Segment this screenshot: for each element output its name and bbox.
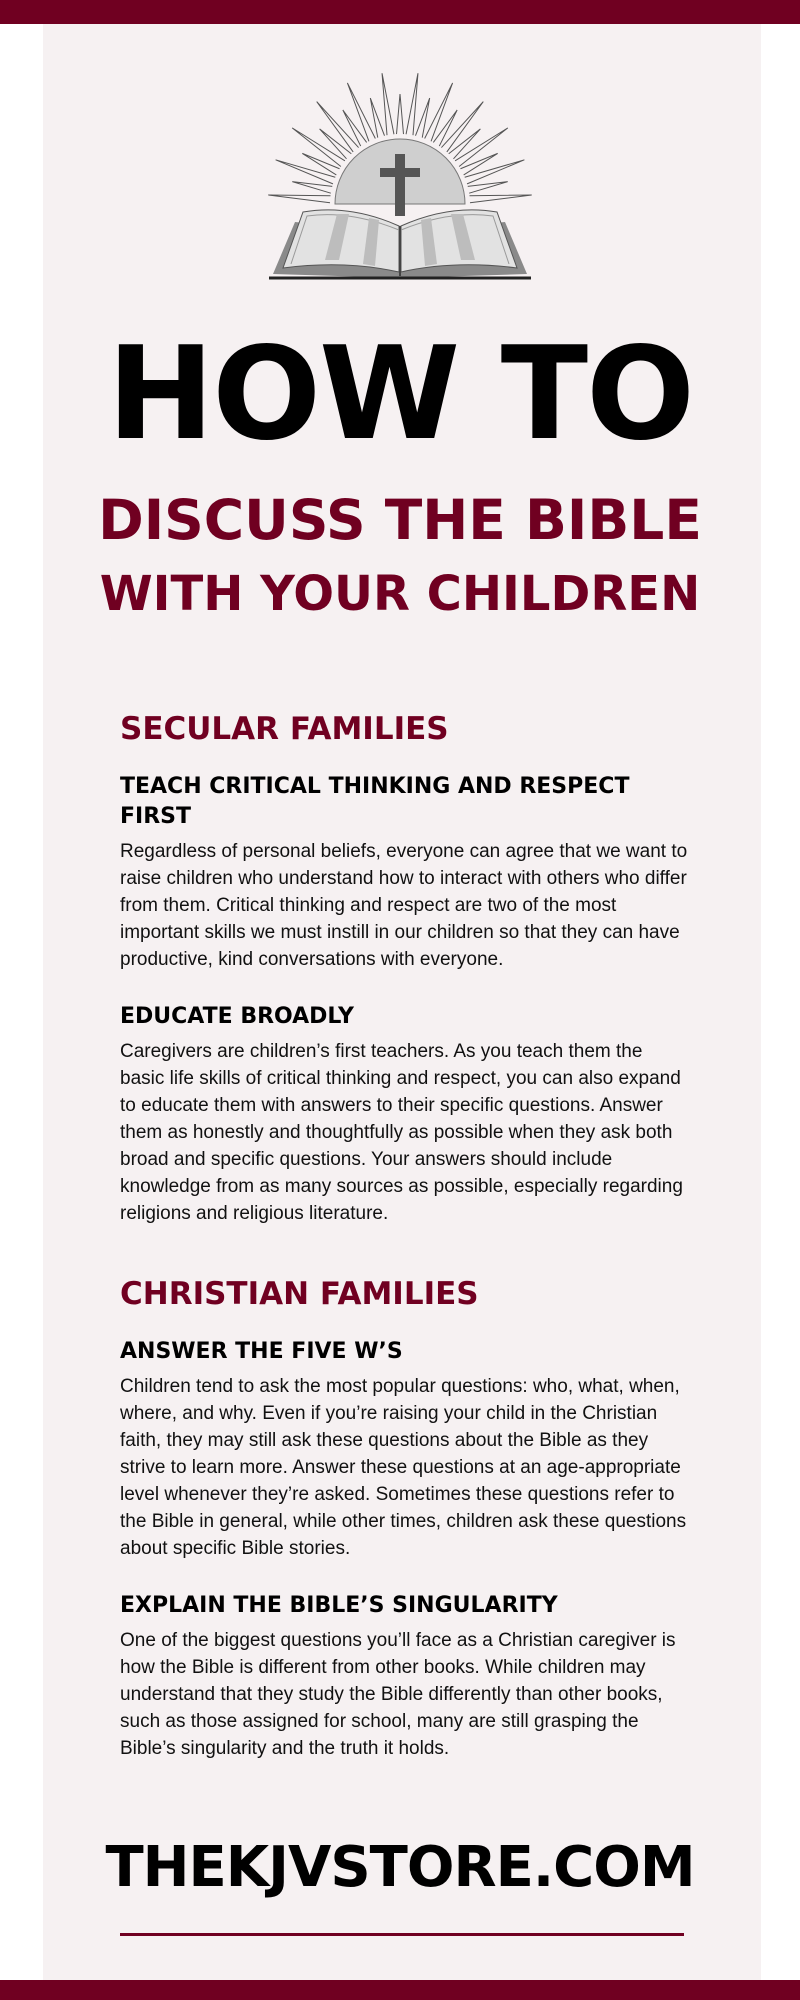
sunburst-ray: [441, 102, 483, 152]
sunburst-ray: [425, 83, 453, 141]
item-paragraph: Caregivers are children’s first teachers. As you teach them the basic life skills of critical thinking and respect, you can also expand to educate them with answers to their specific questions. Answer them as honestly and thoughtfully as possible when they ask both broad and specific questions. Your answers should include knowledge from as many sources as possible, especially regarding religions and religious literature.: [120, 1041, 683, 1224]
item-paragraph: Regardless of personal beliefs, everyone can agree that we want to raise children who understand how to interact with others who differ from them. Critical thinking and respect are two of the most important skills we must instill in our children so that they can have productive, kind conversations with everyone.: [120, 841, 688, 970]
section-heading: SECULAR FAMILIES: [120, 711, 449, 747]
sunburst-ray: [470, 195, 532, 203]
sunburst-ray: [406, 73, 418, 135]
top-accent-band: [0, 0, 800, 24]
bottom-accent-band: [0, 1980, 800, 2000]
sunburst-ray: [382, 73, 394, 135]
sunburst-ray: [460, 153, 497, 175]
item-heading: TEACH CRITICAL THINKING AND RESPECT FIRST: [120, 774, 630, 829]
item-heading: EXPLAIN THE BIBLE’S SINGULARITY: [120, 1593, 558, 1618]
sunburst-ray: [455, 128, 508, 167]
section-heading: CHRISTIAN FAMILIES: [120, 1276, 479, 1312]
item-heading: EDUCATE BROADLY: [120, 1004, 354, 1029]
sunburst-ray: [292, 128, 345, 167]
sunburst-ray: [268, 195, 330, 203]
item-paragraph: One of the biggest questions you’ll face as a Christian caregiver is how the Bible is different from other books. While children may understand that they study the Bible differently than other books, such as those assigned for school, many are still grasping the Bible’s singularity and the truth it holds.: [120, 1630, 676, 1759]
subtitle-line-1: DISCUSS THE BIBLE: [98, 488, 702, 552]
article-body: [120, 708, 690, 1762]
sunburst-ray: [317, 102, 359, 152]
section-christian-families: [120, 1273, 690, 1762]
page-title: HOW TO: [107, 320, 693, 469]
sunburst-ray: [397, 94, 404, 134]
section-secular-families: [120, 708, 690, 1227]
sunburst-ray: [292, 182, 332, 194]
item-heading: ANSWER THE FIVE W’S: [120, 1339, 403, 1364]
open-bible-with-cross-icon: [265, 64, 535, 286]
item-paragraph: Children tend to ask the most popular questions: who, what, when, where, and why. Even if you’re raising your child in the Christian faith, they may still ask these questions about the Bible as they strive to learn more. Answer these questions at an age-appropriate level whenever they’re asked. Sometimes these questions refer to the Bible in general, while other times, children ask these questions about specific Bible stories.: [120, 1376, 687, 1559]
footer-site-name: THEKJVSTORE.COM: [105, 1835, 695, 1900]
sunburst-ray: [302, 153, 339, 175]
subtitle-line-2: WITH YOUR CHILDREN: [99, 566, 701, 622]
sunburst-ray: [433, 110, 457, 146]
sunburst-ray: [468, 182, 508, 194]
sunburst-ray: [343, 110, 367, 146]
sunburst-ray: [347, 83, 375, 141]
footer-divider: [120, 1933, 684, 1936]
